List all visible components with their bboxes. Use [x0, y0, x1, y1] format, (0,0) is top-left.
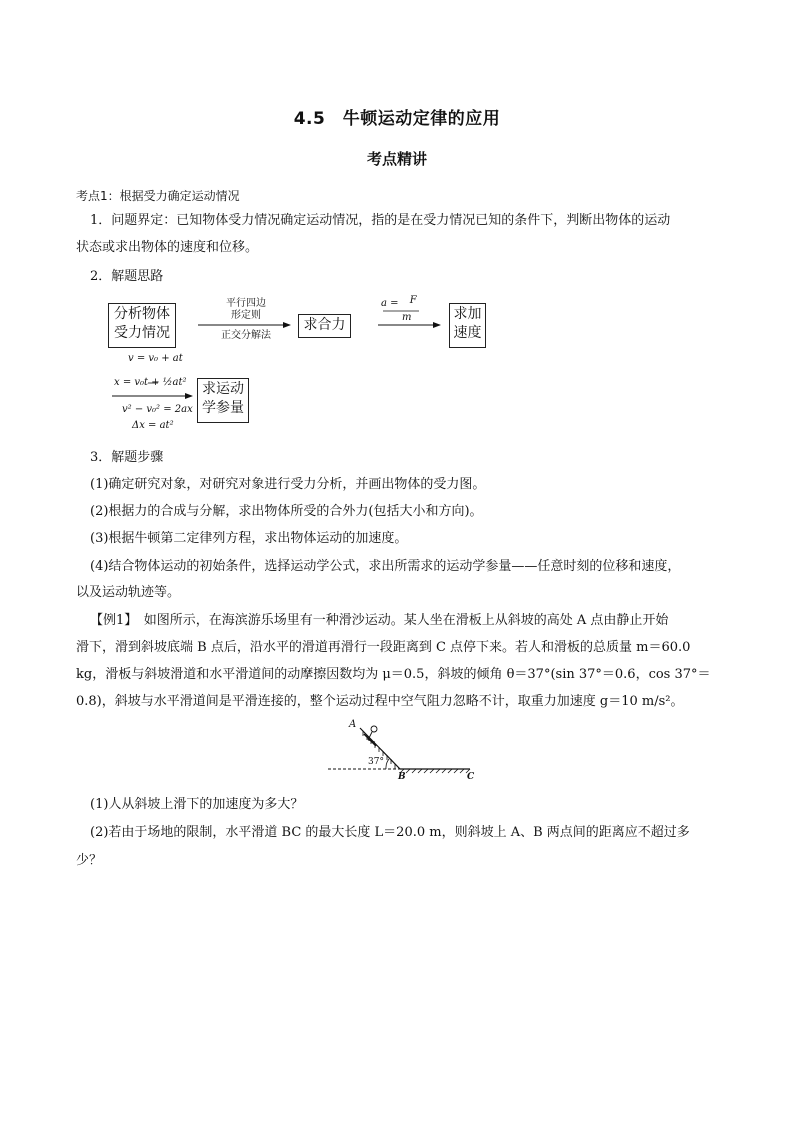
page-title: 4.5 牛顿运动定律的应用: [293, 109, 501, 129]
example-line-2: 滑下，滑到斜坡底端 B 点后，沿水平的滑道再滑行一段距离到 C 点停下来。若人和滑板的总质量 m＝60.0: [76, 640, 691, 655]
box-kinematic-line-2: 学参量: [202, 400, 244, 416]
step-1: (1)确定研究对象，对研究对象进行受力分析，并画出物体的受力图。: [90, 477, 486, 492]
figure-angle-label: 37°: [368, 757, 384, 767]
formula-a: a =: [381, 298, 402, 309]
formula-m: m: [402, 312, 412, 323]
box-acceleration-line-1: 求加: [453, 306, 482, 322]
question-2-line-1: (2)若由于场地的限制，水平滑道 BC 的最大长度 L＝20.0 m，则斜坡上 A、B 两点间的距离应不超过多: [90, 825, 690, 840]
formula-f: F: [409, 295, 417, 306]
figure-label-a: A: [349, 719, 357, 730]
step-3: (3)根据牛顿第二定律列方程，求出物体运动的加速度。: [90, 531, 408, 546]
step-2: (2)根据力的合成与分解，求出物体所受的合外力(包括大小和方向)。: [90, 504, 483, 519]
example-line-1: 【例1】 如图所示，在海滨游乐场里有一种滑沙运动。某人坐在滑板上从斜坡的高处 A 点由静止开始: [90, 613, 669, 628]
figure-label-c: C: [467, 772, 475, 782]
step-4-line-1: (4)结合物体运动的初始条件，选择运动学公式，求出所需求的运动学参量——任意时刻的位移和速度，: [90, 559, 681, 574]
step-4-line-2: 以及运动轨迹等。: [76, 585, 181, 600]
paragraph-3: 3．解题步骤: [90, 450, 164, 465]
paragraph-2: 2．解题思路: [90, 269, 164, 284]
paragraph-1-line-1: 1．问题界定：已知物体受力情况确定运动情况，指的是在受力情况已知的条件下，判断出物体的运动: [90, 213, 671, 228]
arrow-1-label-top-line-1: 平行四边: [226, 298, 266, 309]
box-kinematic-line-1: 求运动: [202, 381, 244, 397]
box-analyze-forces-line-2: 受力情况: [114, 325, 170, 341]
example-line-4: 0.8)，斜坡与水平滑道间是平滑连接的，整个运动过程中空气阻力忽略不计，取重力加速度 g＝10 m/s²。: [76, 694, 684, 709]
question-1: (1)人从斜坡上滑下的加速度为多大？: [90, 797, 304, 812]
box-analyze-forces-line-1: 分析物体: [114, 306, 170, 322]
box-acceleration-line-2: 速度: [453, 325, 482, 341]
formula-delta-x: Δx = at²: [132, 420, 174, 431]
angle-arc: [386, 759, 389, 769]
formula-displacement: x = v₀t + ½at²: [114, 377, 187, 388]
page-subtitle: 考点精讲: [366, 150, 427, 168]
formula-velocity: v = v₀ + at: [128, 353, 183, 364]
arrow-1-label-top-line-2: 形定则: [231, 310, 261, 321]
section-heading: 考点1：根据受力确定运动情况: [76, 189, 240, 203]
formula-velocity-squared: v² − v₀² = 2ax: [122, 404, 193, 415]
example-line-3: kg，滑板与斜坡滑道和水平滑道间的动摩擦因数均为 μ＝0.5，斜坡的倾角 θ＝37°(sin 37°＝0.6，cos 37°＝: [76, 667, 711, 682]
paragraph-1-line-2: 状态或求出物体的速度和位移。: [76, 240, 259, 255]
box-net-force: 求合力: [298, 314, 351, 338]
figure-label-b: B: [398, 772, 406, 782]
question-2-line-2: 少？: [76, 853, 103, 868]
arrow-1-label-bottom: 正交分解法: [221, 330, 271, 341]
